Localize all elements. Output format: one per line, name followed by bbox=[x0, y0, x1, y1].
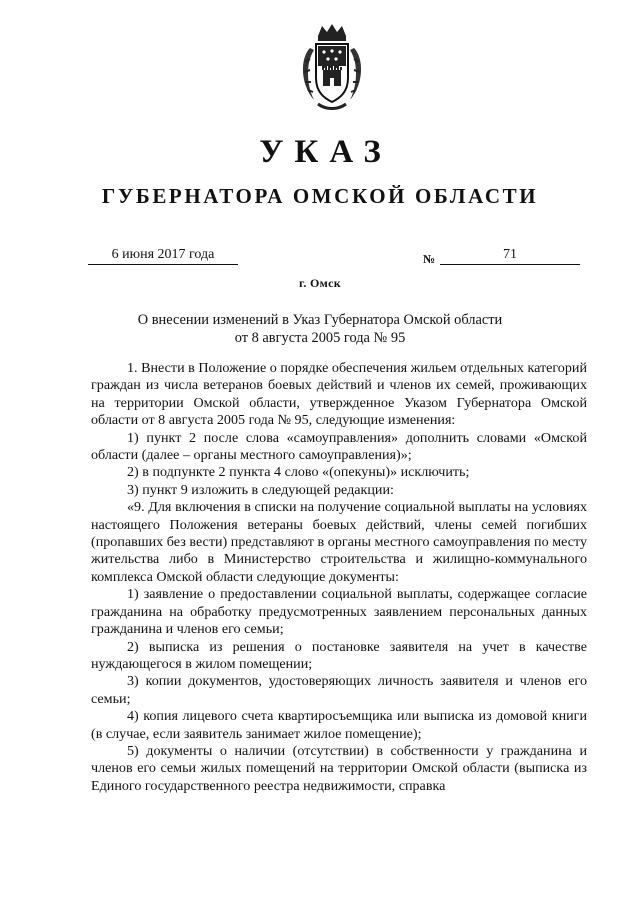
body-paragraph: 3) пункт 9 изложить в следующей редакции: bbox=[127, 481, 394, 498]
body-paragraph: 1) пункт 2 после слова «самоуправления» дополнить словами «Омской области (далее – органы местного самоуправления)»; bbox=[91, 429, 587, 464]
coat-of-arms-emblem bbox=[296, 22, 368, 114]
body-paragraph: 4) копия лицевого счета квартиросъемщика или выписка из домовой книги (в случае, если заявитель занимает жилое помещение); bbox=[91, 708, 587, 742]
body-paragraph: 5) документы о наличии (отсутствии) в собственности у гражданина и членов его семьи жилых помещений на территории Омской области (выписка из Единого государственного реестра недвижимости, справка bbox=[91, 742, 587, 794]
subject-line: от 8 августа 2005 года № 95 bbox=[234, 329, 406, 346]
number-sign: № bbox=[423, 252, 436, 266]
document-issuer: ГУБЕРНАТОРА ОМСКОЙ ОБЛАСТИ bbox=[101, 184, 539, 208]
document-number: 71 bbox=[440, 246, 580, 265]
document-date: 6 июня 2017 года bbox=[88, 246, 238, 265]
body-paragraph: 2) в подпункте 2 пункта 4 слово «(опекуны)» исключить; bbox=[127, 464, 470, 481]
document-subject bbox=[90, 312, 550, 347]
document-city: г. Омск bbox=[299, 276, 341, 290]
document-body bbox=[91, 360, 587, 795]
body-paragraph: 1) заявление о предоставлении социальной выплаты, содержащее согласие гражданина на обработку предусмотренных заявлением персональных данных гражданина и членов его семьи; bbox=[91, 586, 587, 638]
subject-line: О внесении изменений в Указ Губернатора Омской области bbox=[137, 312, 503, 328]
body-paragraph: «9. Для включения в списки на получение социальной выплаты на условиях настоящего Положения ветераны боевых действий, члены семей погибших (пропавших без вести) представляют в органы местного самоуправления по месту жительства либо в Министерство строительства и жилищно-коммунального комплекса Омской области следующие документы: bbox=[91, 499, 587, 585]
document-title: УКАЗ bbox=[259, 134, 392, 170]
body-paragraph: 1. Внести в Положение о порядке обеспечения жильем отдельных категорий граждан из числа ветеранов боевых действий и членов их семей, проживающих на территории Омской области, утвержденное Указом Губернатора Омской области от 8 августа 2005 года № 95, следующие изменения: bbox=[91, 360, 587, 429]
body-paragraph: 2) выписка из решения о постановке заявителя на учет в качестве нуждающегося в жилом помещении; bbox=[91, 638, 587, 672]
body-paragraph: 3) копии документов, удостоверяющих личность заявителя и членов его семьи; bbox=[91, 673, 587, 707]
